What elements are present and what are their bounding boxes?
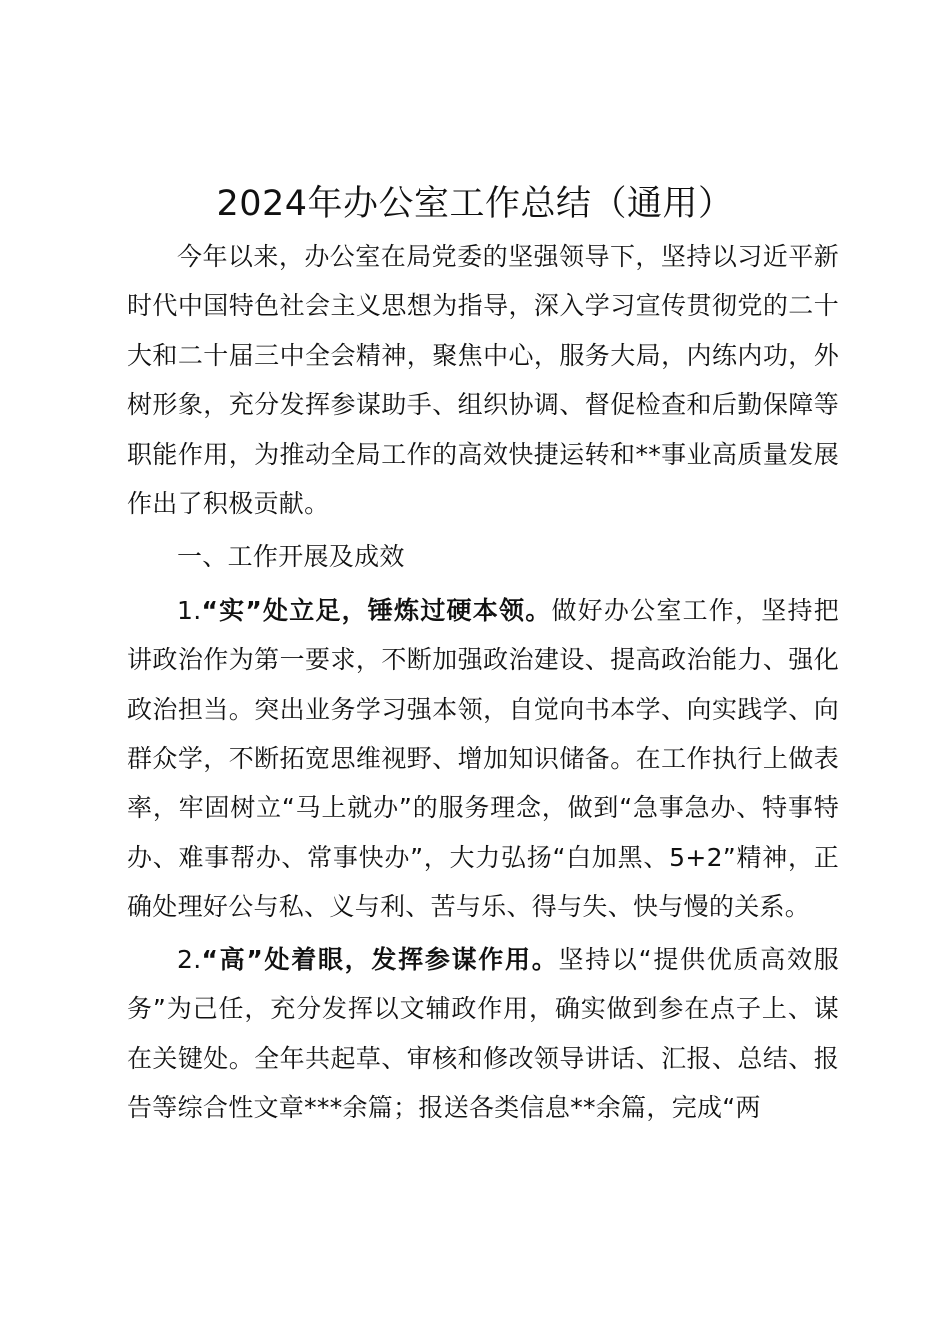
item-1-body: 做好办公室工作，坚持把讲政治作为第一要求，不断加强政治建设、提高政治能力、强化政治担当。突出业务学习强本领，自觉向书本学、向实践学、向群众学，不断拓宽思维视野、增加知识储备。在工作执行上做表率，牢固树立“马上就办”的服务理念，做到“急事急办、特事特办、难事帮办、常事快办”，大力弘扬“白加黑、5+2”精神，正确处理好公与私、义与利、苦与乐、得与失、快与慢的关系。 — [127, 595, 839, 922]
section-heading: 一、工作开展及成效 — [177, 542, 405, 572]
intro-paragraph: 今年以来，办公室在局党委的坚强领导下，坚持以习近平新时代中国特色社会主义思想为指导，深入学习宣传贯彻党的二十大和二十届三中全会精神，聚焦中心，服务大局，内练内功，外树形象，充分发挥参谋助手、组织协调、督促检查和后勤保障等职能作用，为推动全局工作的高效快捷运转和**事业高质量发展作出了积极贡献。 — [127, 242, 839, 519]
item-2-body: 坚持以“提供优质高效服务”为己任，充分发挥以文辅政作用，确实做到参在点子上、谋在关键处。全年共起草、审核和修改领导讲话、汇报、总结、报告等综合性文章***余篇；报送各类信息**余篇，完成“两 — [127, 944, 839, 1122]
item-2-number: 2. — [177, 944, 202, 974]
item-1-paragraph — [127, 586, 839, 932]
item-2-heading: “高”处着眼，发挥参谋作用。 — [201, 944, 559, 974]
document-title: 2024年办公室工作总结（通用） — [216, 184, 734, 224]
item-2-paragraph — [127, 935, 839, 1133]
item-1-number: 1. — [177, 595, 202, 625]
document-body — [127, 232, 839, 1132]
item-1-heading: “实”处立足，锤炼过硬本领。 — [201, 595, 552, 625]
